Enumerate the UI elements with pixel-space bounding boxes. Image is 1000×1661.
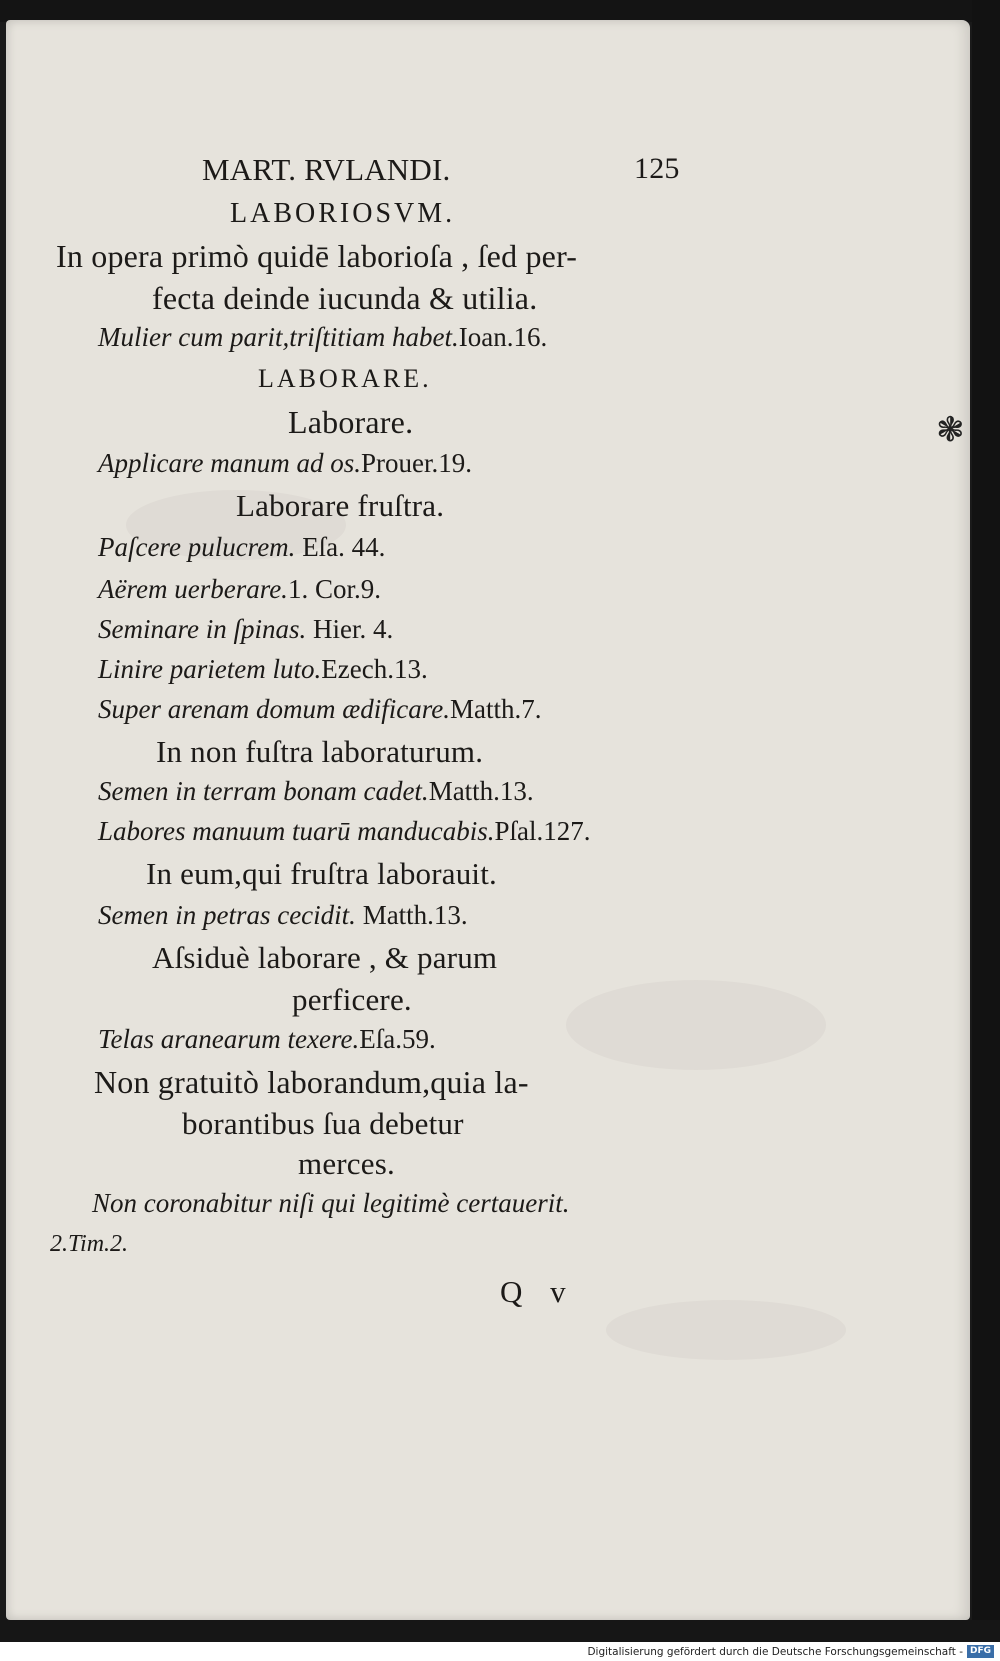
- citation: [98, 818, 591, 845]
- entry-text: In opera primò quidē laborioſa , ſed per-: [56, 238, 578, 274]
- citation-ref: Matth.7.: [449, 694, 542, 724]
- citation: [98, 1026, 436, 1053]
- scan-border-bottom: [0, 1620, 1000, 1642]
- heading-assidue-cont: perficere.: [292, 982, 412, 1017]
- citation-text: Paſcere pulucrem.: [98, 532, 296, 562]
- citation-ref: Prouer.19.: [360, 448, 472, 478]
- citation: [98, 324, 547, 351]
- citation-ref: Ioan.16.: [458, 322, 548, 352]
- citation-ref: Eſa.59.: [359, 1024, 436, 1054]
- citation-text: Telas aranearum texere.: [98, 1024, 360, 1054]
- citation: [98, 450, 472, 477]
- citation-text: Aërem uerberare.: [98, 574, 288, 604]
- heading-laboriosum: LABORIOSVM.: [230, 198, 456, 229]
- citation-ref: 1. Cor.9.: [287, 574, 381, 604]
- heading-laborare-frustra: Laborare fruſtra.: [236, 488, 445, 523]
- digitization-footer: [0, 1642, 1000, 1661]
- citation-ref: Eſa. 44.: [302, 532, 386, 562]
- paper-stain: [566, 980, 826, 1070]
- heading-laborare: Laborare.: [288, 404, 414, 440]
- signature-mark: Q v: [500, 1274, 576, 1309]
- citation-ref: 2.Tim.2.: [50, 1231, 129, 1257]
- footer-credit: Digitalisierung gefördert durch die Deutsche Forschungsgemeinschaft -: [587, 1645, 963, 1658]
- book-page: [6, 20, 970, 1620]
- dfg-logo-icon: DFG: [967, 1645, 994, 1658]
- scan-border-top: [0, 0, 1000, 22]
- citation: [98, 696, 541, 723]
- citation-text: Mulier cum parit,triſtitiam habet.: [98, 322, 459, 352]
- citation-text: Super arenam domum ædificare.: [98, 694, 450, 724]
- heading-gratuito-cont: borantibus ſua debetur: [182, 1106, 464, 1141]
- citation-ref: Matth.13.: [428, 776, 534, 806]
- citation: [98, 902, 468, 929]
- heading-gratuito: Non gratuitò laborandum,quia la-: [94, 1064, 529, 1100]
- citation-text: Applicare manum ad os.: [98, 448, 361, 478]
- citation-ref: Hier. 4.: [313, 614, 394, 644]
- fleuron-icon: ❃: [936, 410, 965, 450]
- citation-ref: Ezech.13.: [321, 654, 428, 684]
- citation: Non coronabitur niſi qui legitimè certauerit.: [92, 1188, 570, 1218]
- heading-gratuito-end: merces.: [298, 1146, 395, 1181]
- citation: [98, 616, 393, 643]
- heading-assidue: Aſsiduè laborare , & parum: [152, 940, 498, 975]
- citation: [98, 656, 428, 683]
- heading-non-frustra: In non fuſtra laboraturum.: [156, 734, 484, 769]
- running-title: MART. RVLANDI.: [202, 152, 451, 187]
- citation-text: Linire parietem luto.: [98, 654, 322, 684]
- heading-frustra-laborauit: In eum,qui fruſtra laborauit.: [146, 856, 497, 891]
- page-number: 125: [634, 152, 680, 185]
- citation: [98, 576, 381, 603]
- citation-text: Seminare in ſpinas.: [98, 614, 307, 644]
- scan-border-right: [972, 0, 1000, 1661]
- citation-text: Labores manuum tuarū manducabis.: [98, 816, 495, 846]
- heading-laborare-caps: LABORARE.: [258, 364, 432, 393]
- citation-text: Semen in petras cecidit.: [98, 900, 356, 930]
- citation: [98, 534, 385, 561]
- citation-ref: Matth.13.: [362, 900, 468, 930]
- paper-stain: [606, 1300, 846, 1360]
- citation-ref: Pſal.127.: [494, 816, 591, 846]
- entry-text: fecta deinde iucunda & utilia.: [152, 280, 538, 316]
- citation: [98, 778, 534, 805]
- citation-text: Semen in terram bonam cadet.: [98, 776, 429, 806]
